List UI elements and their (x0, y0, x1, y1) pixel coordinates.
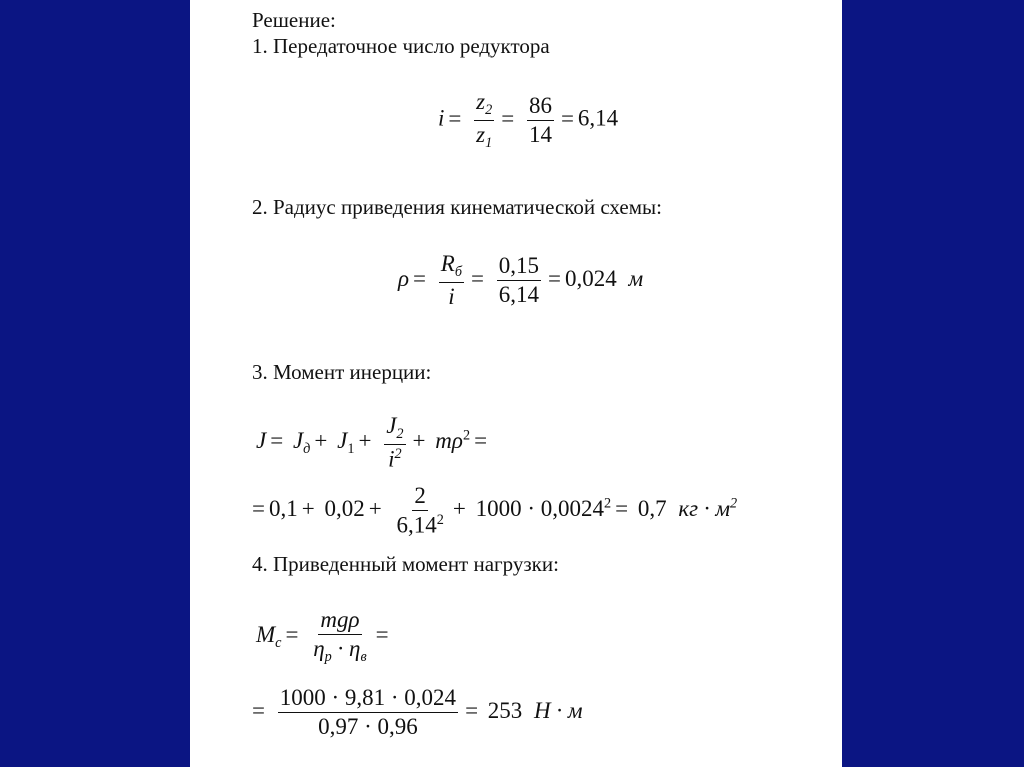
solution-heading: Решение: (252, 8, 336, 32)
eq2-value-den: 6,14 (498, 282, 539, 308)
eq3-fraction-values (394, 484, 445, 538)
eq3-value-b: 0,02 (324, 496, 365, 522)
eq3-frac-num: J (386, 413, 397, 438)
eq3-frac-den-sup: 2 (394, 445, 402, 462)
equation-inertia-line2: = 0,1 + 0,02 + $\frac{2}{6,14^2}$ + $1000 \cdot 0,0024^2 = 0,7$ кг · $м^2$ (252, 483, 738, 538)
eq3-unit: кг · м (678, 496, 731, 522)
equation-gear-ratio: i = $\frac{z_2}{z_1}$ = $\frac{86}{14}$ = 6,14 (438, 89, 619, 151)
eq1-num-sub: 2 (485, 101, 493, 118)
eq1-fraction-teeth (474, 90, 494, 151)
eq1-fraction-values (527, 94, 554, 147)
eq1-den: z (476, 121, 486, 147)
eq1-lhs: i (438, 105, 445, 131)
equation-radius: ρ = $\frac{R_б}{i}$ = $\frac{0,15}{6,14}$ = 0,024 м (398, 251, 644, 309)
eq3-frac-den: i (388, 446, 395, 472)
eq3-unit-sup: 2 (730, 495, 738, 512)
eq4-eta-v-sub: в (360, 649, 367, 666)
eq3-value-a: 0,1 (268, 496, 298, 522)
equation-load-moment-line2: = $\frac{1000 \cdot 9,81 \cdot 0,024}{0,97 \cdot 0,96}$ = 253 Н · м (252, 685, 583, 740)
eq3-term-m-rho: mρ (435, 428, 463, 454)
eq4-eta-r-sub: р (324, 649, 332, 666)
eq4-unit: Н · м (534, 697, 583, 723)
eq3-frac-num-sub: 2 (396, 425, 404, 442)
equation-load-moment-line1: $M_c$ = $\frac{\text{mgρ}}{\eta_р \cdot \eta_в}$ = (256, 607, 389, 666)
eq4-eta-r: η (313, 636, 325, 662)
eq1-value-den: 14 (528, 121, 552, 147)
eq3-lhs: J (256, 428, 267, 454)
eq3-value-frac-den-sup: 2 (436, 512, 444, 529)
step4-heading: 4. Приведенный момент нагрузки: (252, 552, 559, 576)
eq2-fraction-values (497, 254, 541, 307)
eq3-result: 0,7 (637, 496, 667, 522)
eq2-unit: м (628, 265, 644, 291)
eq3-term-a: J (292, 428, 304, 454)
eq4-lhs: M (256, 621, 276, 647)
slide-page (190, 0, 842, 767)
eq4-fraction-values (278, 686, 458, 739)
eq3-term-a-sub: д (303, 441, 311, 458)
eq4-fraction-symbolic: $\frac{\text{mgρ}}{\eta_р \cdot \eta_в}$ (313, 607, 367, 666)
step2-heading: 2. Радиус приведения кинематической схемы: (252, 195, 662, 219)
eq2-result: 0,024 (564, 265, 617, 291)
eq4-frac-num: mgρ (318, 608, 361, 635)
eq1-value-num: 86 (527, 94, 554, 121)
eq3-fraction-symbolic (384, 414, 405, 472)
eq1-num: z (476, 89, 486, 114)
eq1-result: 6,14 (577, 105, 619, 131)
eq3-term-m-rho-sup: 2 (462, 427, 471, 444)
eq3-value-frac-num: 2 (412, 484, 428, 511)
eq4-value-num: 1000 · 9,81 · 0,024 (278, 686, 458, 713)
equation-inertia-line1: $J = J_д + J_1$ + $\frac{J_2}{i^2}$ + $m\rho^2$ = (256, 413, 488, 472)
eq3-value-c-sup: 2 (603, 495, 612, 512)
eq2-den: i (448, 283, 455, 309)
step3-heading: 3. Момент инерции: (252, 360, 432, 384)
eq2-num: R (440, 251, 455, 276)
eq4-result: 253 (487, 697, 523, 723)
eq2-value-num: 0,15 (497, 254, 541, 281)
eq3-value-c: 1000 · 0,0024 (475, 496, 604, 522)
eq2-lhs: ρ (398, 265, 410, 291)
eq3-value-frac-den: 6,14 (396, 512, 437, 538)
eq4-value-den: 0,97 · 0,96 (318, 714, 418, 740)
eq4-eta-v: η (349, 636, 361, 662)
eq3-term-b-sub: 1 (347, 441, 355, 458)
eq2-fraction-symbolic (439, 252, 464, 309)
eq3-term-b: J (337, 428, 348, 454)
eq4-lhs-sub: c (275, 634, 282, 651)
eq2-num-sub: б (454, 263, 463, 280)
step1-heading: 1. Передаточное число редуктора (252, 34, 550, 58)
eq1-den-sub: 1 (485, 134, 493, 151)
